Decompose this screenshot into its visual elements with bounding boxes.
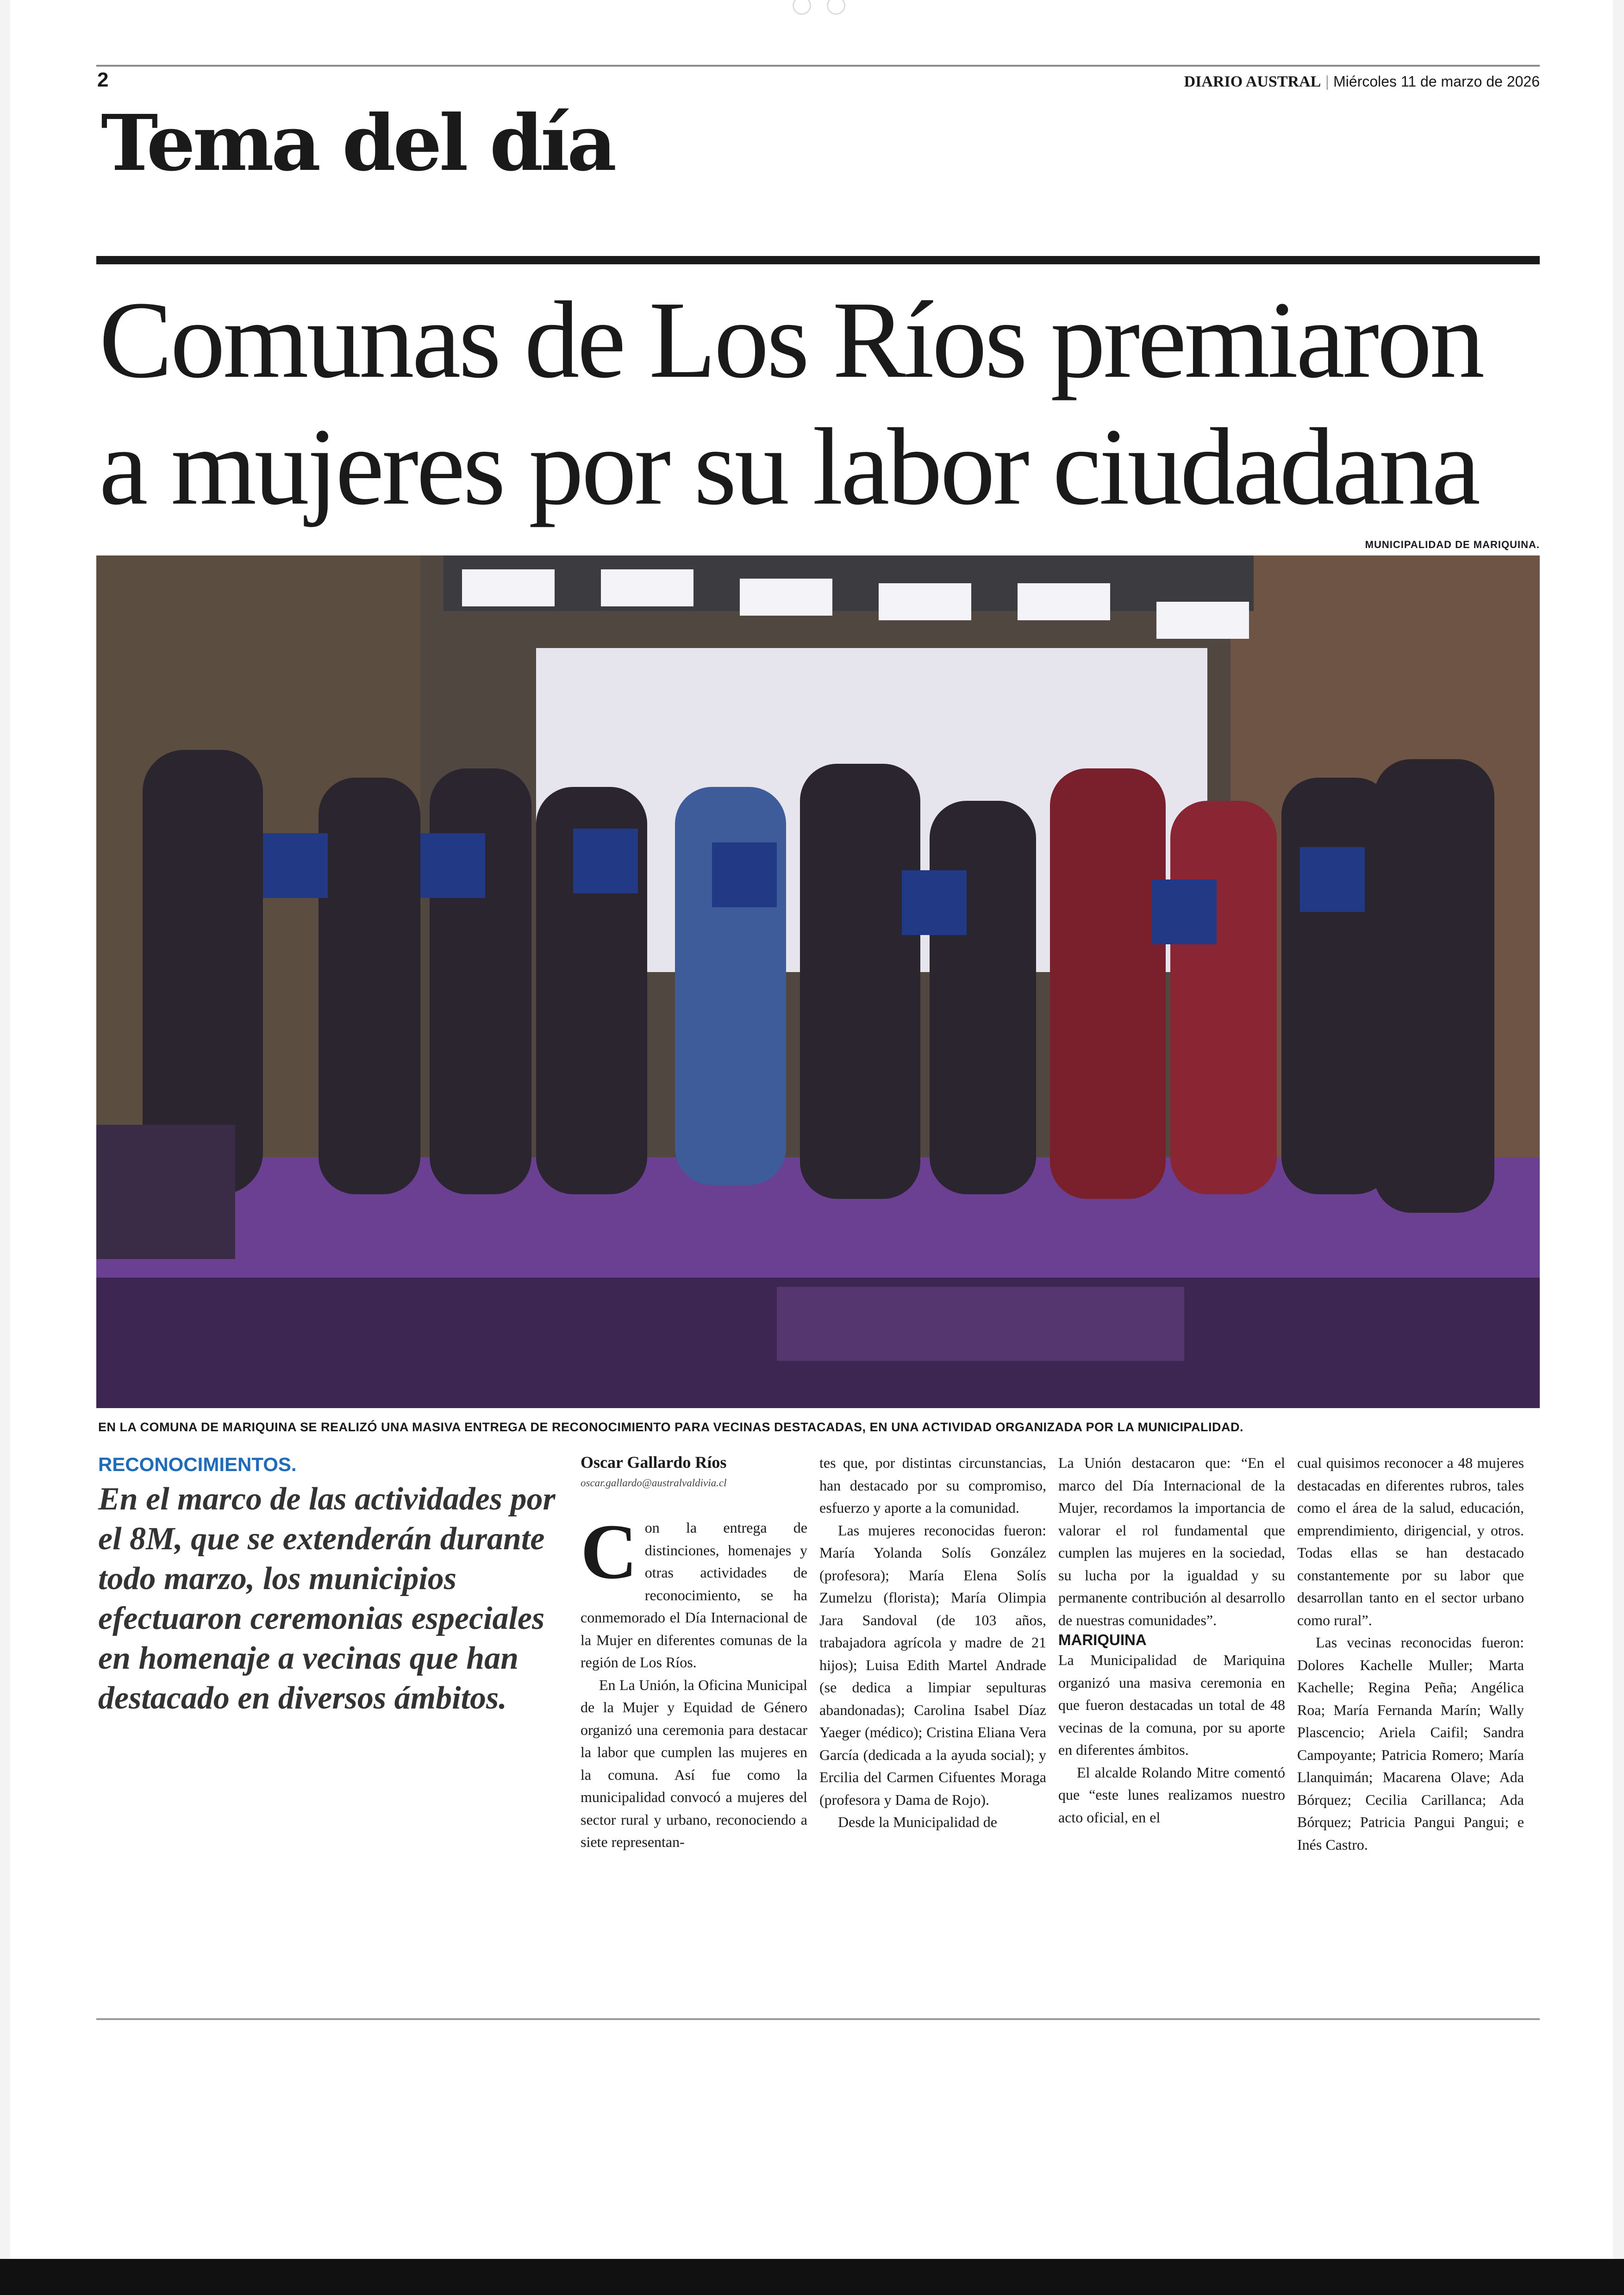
- page-dot-icon[interactable]: [827, 0, 845, 15]
- page-indicator: [793, 0, 845, 15]
- article-column-3: [1058, 1452, 1285, 1828]
- lead-paragraph: En el marco de las actividades por el 8M, que se extenderán durante todo marzo, los municipios efectuaron ceremonias especiales en homenaje a vecinas que han destacado en diversos ámbitos.: [98, 1481, 556, 1716]
- photo-credit: MUNICIPALIDAD DE MARIQUINA.: [1365, 539, 1540, 550]
- byline-author: Oscar Gallardo Ríos: [581, 1453, 727, 1472]
- bottom-bar: [0, 2259, 1624, 2295]
- kicker: RECONOCIMIENTOS.: [98, 1453, 297, 1475]
- page-dot-icon[interactable]: [793, 0, 811, 15]
- article-photo: [96, 555, 1540, 1408]
- article-paragraph: La Municipalidad de Mariquina organizó una masiva ceremonia en que fueron destacadas un total de 48 vecinas de la comuna, por su aporte en diferentes ámbitos.: [1058, 1652, 1285, 1758]
- article-paragraph: [581, 1508, 807, 1674]
- headline: Comunas de Los Ríos premiaron a mujeres por su labor ciudadana: [99, 279, 1483, 528]
- byline-email[interactable]: oscar.gallardo@australvaldivia.cl: [581, 1477, 727, 1489]
- article-paragraph: El alcalde Rolando Mitre comentó que “este lunes realizamos nuestro acto oficial, en el: [1058, 1764, 1285, 1826]
- article-paragraph: tes que, por distintas circunstancias, han destacado por su compromiso, esfuerzo y aporte a la comunidad.: [819, 1454, 1046, 1516]
- footer-rule: [96, 2018, 1540, 2020]
- article-paragraph: Las vecinas reconocidas fueron: Dolores Kachelle Muller; Marta Kachelle; Regina Peña; Angélica Roa; María Fernanda Marín; Wally Plascencio; Ariela Caifil; Sandra Campoyante; Patricia Romero; María Llanquimán; Macarena Olave; Ada Bórquez; Cecilia Carillanca; Ada Bórquez; Patricia Pangui Pangui; e Inés Castro.: [1297, 1634, 1524, 1853]
- article-column-1: [581, 1508, 807, 1853]
- article-subhead: MARIQUINA: [1058, 1631, 1147, 1648]
- article-paragraph: En La Unión, la Oficina Municipal de la Mujer y Equidad de Género organizó una ceremonia para destacar la labor que cumplen las mujeres en la comuna. Así fue como la municipalidad convocó a mujeres del sector rural y urbano, reconociendo a siete representan-: [581, 1676, 807, 1850]
- photo-caption: EN LA COMUNA DE MARIQUINA SE REALIZÓ UNA MASIVA ENTREGA DE RECONOCIMIENTO PARA VECINAS DESTACADAS, EN UNA ACTIVIDAD ORGANIZADA POR LA MUNICIPALIDAD.: [98, 1420, 1244, 1434]
- section-title: Tema del día: [101, 98, 614, 188]
- publication-name: DIARIO AUSTRAL: [1184, 73, 1321, 90]
- section-rule: [96, 256, 1540, 264]
- article-paragraph: La Unión destacaron que: “En el marco del Día Internacional de la Mujer, recordamos la importancia de valorar el rol fundamental que cumplen las mujeres en la sociedad, su lucha por la igualdad y su permanente contribución al desarrollo de nuestras comunidades”.: [1058, 1454, 1285, 1628]
- paragraph-text: on la entrega de distinciones, homenajes y otras actividades de reconocimiento, se ha conmemorado el Día Internacional de la Mujer en diferentes comunas de la región de Los Ríos.: [581, 1519, 807, 1671]
- masthead: [1184, 73, 1540, 91]
- article-column-2: [819, 1452, 1046, 1834]
- newspaper-page: [10, 0, 1613, 2259]
- article-paragraph: Desde la Municipalidad de: [838, 1814, 997, 1830]
- stage-scene-image: [96, 555, 1540, 1408]
- article-column-4: [1297, 1452, 1524, 1856]
- article-paragraph: Las mujeres reconocidas fueron: María Yolanda Solís González (profesora); María Elena Solís Zumelzu (florista); María Olimpia Jara Sandoval (de 103 años, trabajadora agrícola y madre de 21 hijos); Luisa Edith Martel Andrade (se dedica a limpiar sepulturas abandonadas); Carolina Isabel Díaz Yaeger (médico); Cristina Eliana Vera García (dedicada a la ayuda social); y Ercilia del Carmen Cifuentes Moraga (profesora y Dama de Rojo).: [819, 1522, 1046, 1808]
- page-number: 2: [97, 69, 109, 91]
- article-paragraph: cual quisimos reconocer a 48 mujeres destacadas en diferentes rubros, tales como el área de la salud, educación, emprendimiento, dirigencial, y otros. Todas ellas se han destacado constantemente por su labor que desarrollan tanto en el sector urbano como rural”.: [1297, 1454, 1524, 1628]
- publication-date: Miércoles 11 de marzo de 2026: [1333, 73, 1540, 90]
- header-rule: [96, 65, 1540, 67]
- masthead-separator: |: [1325, 73, 1329, 90]
- drop-cap: C: [581, 1508, 637, 1595]
